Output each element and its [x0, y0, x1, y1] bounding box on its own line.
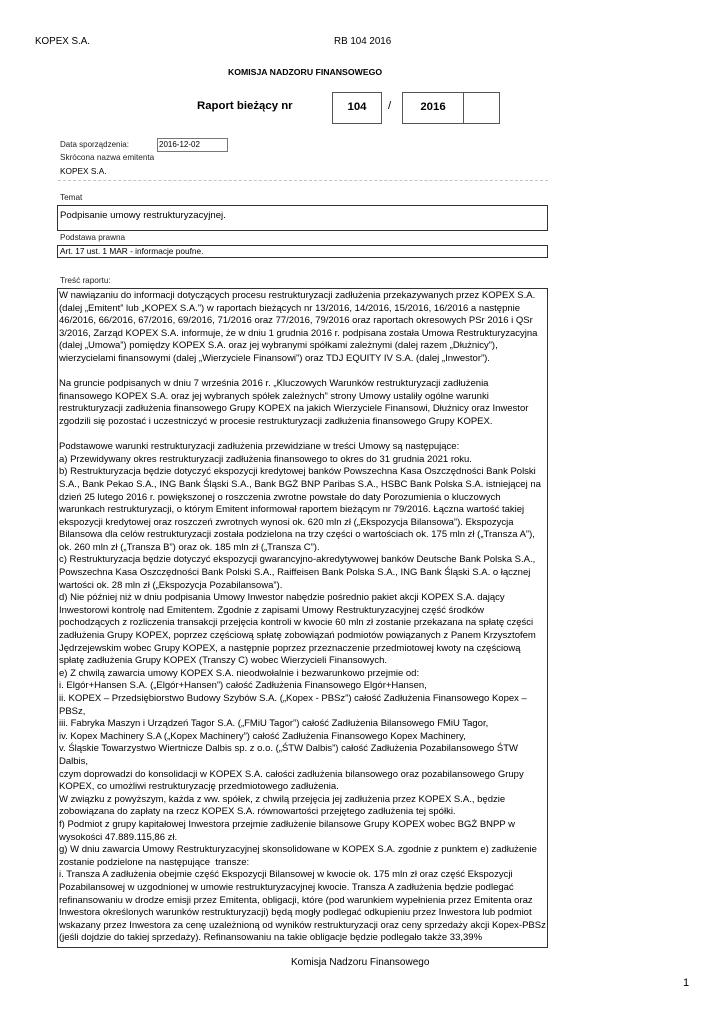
- content-line: iii. Fabryka Maszyn i Urządzeń Tagor S.A. („FMiU Tagor”) całość Zadłużenia Bilansowego FMiU Tagor,: [59, 718, 489, 730]
- page-header-company: KOPEX S.A.: [35, 36, 90, 47]
- content-line: e) Z chwilą zawarcia umowy KOPEX S.A. nieodwołalnie i bezwarunkowo przejmie od:: [59, 667, 420, 679]
- content-line: wysokości 47.889.115,86 zł.: [59, 831, 178, 843]
- content-line: W związku z powyższym, każda z ww. spółek, z chwilą przejęcia jej zadłużenia przez KOPEX S.A., będzie: [59, 793, 506, 805]
- content-line: wierzycielami finansowymi (dalej „Wierzyciele Finansowi”) oraz TDJ EQUITY IV S.A. (dalej „Inwestor”).: [59, 352, 490, 364]
- content-line: Inwestora określonych warunków restrukturyzacji) będą mogły podlegać odkupieniu przez Inwestora lub podmiot: [59, 907, 532, 919]
- legal-basis-value: Art. 17 ust. 1 MAR - informacje poufne.: [60, 245, 204, 256]
- content-line: a) Przewidywany okres restrukturyzacji zadłużenia finansowego to okres do 31 grudnia 2021 roku.: [59, 453, 472, 465]
- content-line: i. Elgór+Hansen S.A. („Elgór+Hansen”) całość Zadłużenia Finansowego Elgór+Hansen,: [59, 680, 427, 692]
- content-line: Podstawowe warunki restrukturyzacji zadłużenia przewidziane w treści Umowy są następujące:: [59, 441, 460, 453]
- content-line: wartości ok. 28 mln zł („Ekspozycja Pozabilansowa”).: [59, 579, 283, 591]
- content-line: S.A., Bank Pekao S.A., ING Bank Śląski S.A., Bank BGŻ BNP Paribas S.A., HSBC Bank Polska S.A. istniejącej na: [59, 478, 541, 490]
- content-line: ii. KOPEX – Przedsiębiorstwo Budowy Szybów S.A. („Kopex - PBSz”) całość Zadłużenia Finansowego Kopex –: [59, 693, 527, 704]
- content-line: Jędrzejewskim wobec Grupy KOPEX, a następnie poprzez przeznaczenie przedmiotowej kwoty na częściową: [59, 642, 521, 654]
- content-paragraph: [59, 441, 547, 945]
- content-line: (dalej „Emitent” lub „KOPEX S.A.”) w raportach bieżących nr 13/2016, 14/2016, 15/2016, 16/2016 a następnie: [59, 302, 521, 314]
- page-number: 1: [683, 976, 690, 989]
- content-line: warunkach restrukturyzacji, o którym Emitent informował raportem bieżącym nr 79/2016. Łączna wartość takiej: [59, 504, 525, 516]
- content-line: zgodzili się pozostać i uczestniczyć w procesie restrukturyzacji zadłużenia finansowego Grupy KOPEX.: [59, 415, 493, 427]
- content-line: wskazany przez Inwestora za cenę uzależnioną od wyników restrukturyzacji oraz ceny sprzedaży akcji Kopex-PBSz: [59, 919, 546, 931]
- report-number-label: Raport bieżący nr: [197, 100, 293, 112]
- content-line: 3/2016, Zarząd KOPEX S.A. informuje, że w dniu 1 grudnia 2016 r. podpisana została Umowa Restrukturyzacyjna: [59, 327, 538, 339]
- content-line: pochodzących z rozliczenia transakcji przejęcia kontroli w kwocie 60 mln zł zostanie przekazana na spłatę części: [59, 617, 534, 629]
- content-line: Pozabilansowej w uzgodnionej w umowie restrukturyzacyjnej kwocie. Transza A zadłużenia będzie podlegać: [59, 881, 514, 893]
- content-line: dzień 25 lutego 2016 r. powiększonej o roszczenia zwrotne powstałe do daty Porozumienia o kluczowych: [59, 491, 501, 503]
- content-line: PBSz,: [59, 705, 86, 717]
- report-year-box: [402, 92, 464, 124]
- subject-value: Podpisanie umowy restrukturyzacyjnej.: [60, 209, 226, 221]
- content-line: iv. Kopex Machinery S.A („Kopex Machinery”) całość Zadłużenia Finansowego Kopex Machinery,: [59, 730, 466, 742]
- content-line: v. Śląskie Towarzystwo Wiertnicze Dalbis sp. z o.o. („ŚTW Dalbis”) całość Zadłużenia Pozabilansowego ŚTW: [59, 743, 518, 755]
- report-extra-box: [463, 92, 500, 124]
- content-line: refinansowaniu w drodze emisji przez Emitenta, obligacji, które (pod warunkiem wypełnienia przez Emitenta oraz: [59, 894, 533, 906]
- content-line: Inwestorowi kontrolę nad Emitentem. Zgodnie z zapisami Umowy Restrukturyzacyjnej część środków: [59, 604, 485, 616]
- report-number-separator: /: [388, 100, 392, 112]
- content-line: d) Nie później niż w dniu podpisania Umowy Inwestor nabędzie pośrednio pakiet akcji KOPEX S.A. dający: [59, 592, 505, 604]
- report-number: 104: [347, 101, 367, 114]
- content-line: i. Transza A zadłużenia obejmie część Ekspozycji Bilansowej w kwocie ok. 175 mln zł oraz część Ekspozycji: [59, 869, 513, 881]
- content-line: f) Podmiot z grupy kapitałowej Inwestora przejmie zadłużenie bilansowe Grupy KOPEX wobec BGŻ BNPP w: [59, 818, 516, 830]
- content-line: Powszechna Kasa Oszczędności Bank Polski S.A., Raiffeisen Bank Polska S.A., ING Bank Śląski S.A. o łącznej: [59, 567, 531, 579]
- date-label: Data sporządzenia:: [60, 139, 129, 149]
- report-year: 2016: [420, 101, 446, 114]
- content-line: ok. 260 mln zł („Transza B”) oraz ok. 185 mln zł („Transza C”).: [59, 541, 320, 553]
- section-divider: [58, 180, 548, 181]
- content-line: zostanie podzielone na następujące transze:: [59, 856, 250, 868]
- page-header-report-code: RB 104 2016: [334, 36, 392, 47]
- content-line: zobowiązana do zapłaty na rzecz KOPEX S.A. równowartości przejętego zadłużenia tej spółki.: [59, 806, 456, 818]
- content-line: czym doprowadzi do konsolidacji w KOPEX S.A. całości zadłużenia bilansowego oraz pozabilansowego Grupy: [59, 768, 524, 780]
- issuer-label: Skrócona nazwa emitenta: [60, 152, 155, 162]
- content-line: ekspozycji kredytowej oraz roszczeń zwrotnych wynosi ok. 620 mln zł („Ekspozycja Bilansowa”). Ekspozycja: [59, 516, 514, 528]
- authority-title: KOMISJA NADZORU FINANSOWEGO: [228, 66, 383, 77]
- content-line: finansowego KOPEX S.A. oraz jej wybranych spółek zależnych” strony Umowy ustaliły ogólne warunki: [59, 390, 489, 402]
- content-line: (dalej „Umowa”) pomiędzy KOPEX S.A. oraz jej wybranymi spółkami zależnymi (dalej razem „Dłużnicy”),: [59, 340, 498, 352]
- content-line: (jeśli dojdzie do takiej sprzedaży). Refinansowaniu na takie obligacje będzie podlegało także 33,39%: [59, 932, 483, 944]
- content-line: KOPEX, co umożliwi restrukturyzację przedmiotowego zadłużenia.: [59, 781, 339, 793]
- content-line: W nawiązaniu do informacji dotyczących procesu restrukturyzacji zadłużenia przekazywanych przez KOPEX S.A.: [59, 290, 536, 301]
- content-line: Na gruncie podpisanych w dniu 7 września 2016 r. „Kluczowych Warunków restrukturyzacji zadłużenia: [59, 378, 489, 390]
- content-box: [57, 288, 548, 948]
- issuer-value: KOPEX S.A.: [60, 166, 107, 176]
- content-line: Dalbis,: [59, 755, 89, 767]
- content-label: Treść raportu:: [60, 275, 111, 285]
- content-line: 46/2016, 66/2016, 67/2016, 69/2016, 71/2016 oraz 77/2016, 79/2016 oraz raportach okresowych PSr 2016 i QSr: [59, 315, 533, 327]
- content-line: spłatę zadłużenia Grupy KOPEX (Transzy C) wobec Wierzycieli Finansowych.: [59, 655, 388, 667]
- content-line: Bilansowa dla celów restrukturyzacji została podzielona na trzy części o wartościach ok. 175 mln zł („Transza A”),: [59, 529, 535, 541]
- content-line: restrukturyzacji zadłużenia finansowego Grupy KOPEX na jakich Wierzyciele Finansowi, Dłużnicy oraz Inwestor: [59, 403, 529, 415]
- content-paragraph: [59, 290, 547, 366]
- subject-box: [57, 205, 548, 231]
- legal-basis-label: Podstawa prawna: [60, 232, 126, 242]
- content-line: b) Restrukturyzacja będzie dotyczyć ekspozycji kredytowej banków Powszechna Kasa Oszczędności Bank Polski: [59, 466, 536, 478]
- content-line: g) W dniu zawarcia Umowy Restrukturyzacyjnej skonsolidowane w KOPEX S.A. zgodnie z punktem e) zadłużenie: [59, 844, 537, 856]
- report-number-box: [332, 92, 382, 124]
- footer-authority: Komisja Nadzoru Finansowego: [291, 956, 430, 968]
- date-field: [157, 138, 228, 152]
- legal-basis-box: [57, 245, 548, 258]
- content-paragraph: [59, 378, 547, 428]
- date-value: 2016-12-02: [159, 140, 200, 149]
- subject-label: Temat: [60, 192, 83, 202]
- content-line: zadłużenia Grupy KOPEX, poprzez częściową spłatę zobowiązań podmiotów powiązanych z Panem Krzysztofem: [59, 630, 536, 642]
- content-line: c) Restrukturyzacja będzie dotyczyć ekspozycji gwarancyjno-akredytywowej banków Deutsche Bank Polska S.A.,: [59, 554, 536, 566]
